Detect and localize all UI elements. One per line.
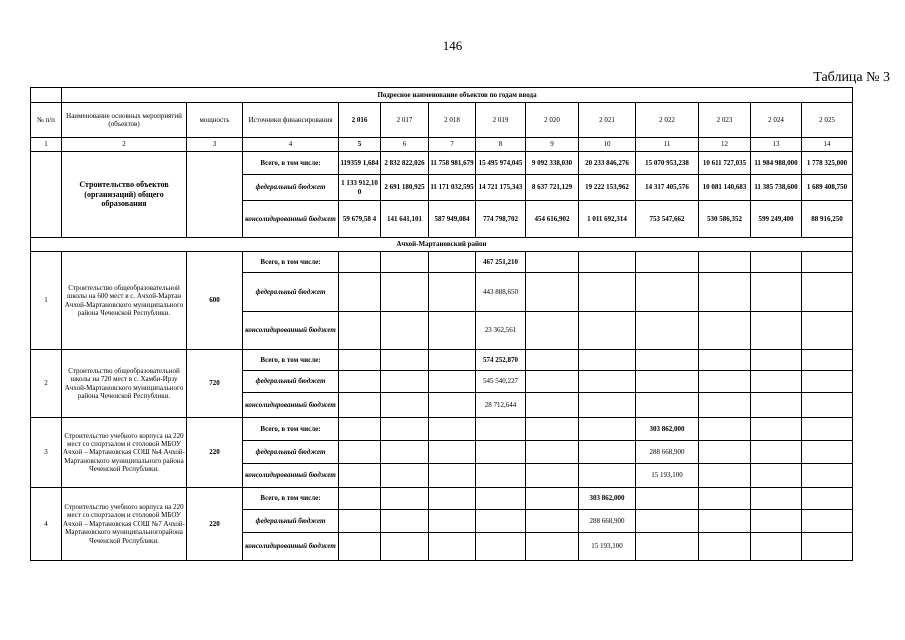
value-cell bbox=[339, 488, 381, 510]
value-cell: 28 712,644 bbox=[476, 393, 526, 418]
value-cell bbox=[339, 441, 381, 464]
financing-source: Всего, в том числе: bbox=[243, 488, 339, 510]
value-cell bbox=[699, 464, 751, 488]
value-cell: 288 668,900 bbox=[579, 510, 636, 533]
value-cell: 11 385 738,600 bbox=[751, 175, 802, 201]
header-year: 2 022 bbox=[636, 103, 699, 138]
value-cell bbox=[699, 350, 751, 371]
header-year: 2 016 bbox=[339, 103, 381, 138]
value-cell: 303 862,000 bbox=[636, 418, 699, 441]
financing-source: консолидированный бюджет bbox=[243, 393, 339, 418]
value-cell: 11 171 032,595 bbox=[429, 175, 476, 201]
value-cell: 10 081 140,683 bbox=[699, 175, 751, 201]
value-cell bbox=[339, 418, 381, 441]
value-cell bbox=[636, 393, 699, 418]
value-cell bbox=[636, 252, 699, 273]
value-cell bbox=[751, 488, 802, 510]
header-year: 2 018 bbox=[429, 103, 476, 138]
capacity: 220 bbox=[187, 488, 243, 561]
value-cell bbox=[429, 510, 476, 533]
value-cell bbox=[429, 273, 476, 312]
value-cell bbox=[802, 441, 853, 464]
project-num: 2 bbox=[31, 350, 62, 418]
value-cell: 774 798,702 bbox=[476, 201, 526, 238]
value-cell bbox=[476, 488, 526, 510]
value-cell bbox=[339, 350, 381, 371]
value-cell bbox=[429, 464, 476, 488]
value-cell: 545 540,227 bbox=[476, 371, 526, 393]
value-cell: 1 011 692,314 bbox=[579, 201, 636, 238]
value-cell bbox=[636, 350, 699, 371]
value-cell bbox=[526, 312, 579, 350]
financing-source: Всего, в том числе: bbox=[243, 350, 339, 371]
col-number: 8 bbox=[476, 138, 526, 152]
value-cell bbox=[526, 441, 579, 464]
section-title: Ачхой-Мартановский район bbox=[31, 238, 853, 252]
value-cell bbox=[751, 464, 802, 488]
summary-row bbox=[31, 152, 853, 175]
value-cell: 59 679,58 4 bbox=[339, 201, 381, 238]
value-cell bbox=[579, 350, 636, 371]
header-year: 2 023 bbox=[699, 103, 751, 138]
value-cell bbox=[636, 510, 699, 533]
value-cell bbox=[381, 350, 429, 371]
value-cell bbox=[699, 371, 751, 393]
value-cell bbox=[579, 464, 636, 488]
project-name: Строительство общеобразовательной школы на 600 мест в с. Ачхой-Мартан Ачхой-Мартановского муниципального района Чеченской Республики. bbox=[62, 252, 187, 350]
value-cell bbox=[699, 252, 751, 273]
summary-num bbox=[31, 152, 62, 238]
capacity: 720 bbox=[187, 350, 243, 418]
table-body bbox=[31, 88, 853, 561]
value-cell bbox=[526, 393, 579, 418]
value-cell bbox=[751, 441, 802, 464]
value-cell bbox=[476, 441, 526, 464]
project-num: 4 bbox=[31, 488, 62, 561]
value-cell bbox=[802, 350, 853, 371]
header-spacer bbox=[31, 88, 62, 103]
col-number: 2 bbox=[62, 138, 187, 152]
col-number: 7 bbox=[429, 138, 476, 152]
value-cell bbox=[381, 371, 429, 393]
col-number: 5 bbox=[339, 138, 381, 152]
col-number: 1 bbox=[31, 138, 62, 152]
value-cell: 303 862,000 bbox=[579, 488, 636, 510]
value-cell bbox=[699, 533, 751, 561]
value-cell: 11 758 981,679 bbox=[429, 152, 476, 175]
value-cell: 15 193,100 bbox=[579, 533, 636, 561]
value-cell: 11 984 988,000 bbox=[751, 152, 802, 175]
col-number: 6 bbox=[381, 138, 429, 152]
header-name: Наименование основных мероприятий (объектов) bbox=[62, 103, 187, 138]
value-cell bbox=[339, 510, 381, 533]
header-year: 2 021 bbox=[579, 103, 636, 138]
header-year: 2 025 bbox=[802, 103, 853, 138]
value-cell bbox=[751, 252, 802, 273]
value-cell bbox=[339, 533, 381, 561]
value-cell: 530 586,352 bbox=[699, 201, 751, 238]
value-cell: 574 252,870 bbox=[476, 350, 526, 371]
financing-source: федеральный бюджет bbox=[243, 441, 339, 464]
value-cell bbox=[339, 273, 381, 312]
value-cell: 141 641,101 bbox=[381, 201, 429, 238]
value-cell bbox=[802, 252, 853, 273]
value-cell bbox=[429, 533, 476, 561]
value-cell bbox=[802, 464, 853, 488]
value-cell bbox=[751, 371, 802, 393]
project-num: 3 bbox=[31, 418, 62, 488]
value-cell: 753 547,662 bbox=[636, 201, 699, 238]
value-cell bbox=[636, 312, 699, 350]
value-cell bbox=[381, 273, 429, 312]
value-cell bbox=[579, 418, 636, 441]
value-cell: 288 668,900 bbox=[636, 441, 699, 464]
col-number: 11 bbox=[636, 138, 699, 152]
col-number: 3 bbox=[187, 138, 243, 152]
financing-source: федеральный бюджет bbox=[243, 175, 339, 201]
value-cell bbox=[751, 273, 802, 312]
header-year: 2 024 bbox=[751, 103, 802, 138]
value-cell bbox=[636, 371, 699, 393]
value-cell: 1 689 408,750 bbox=[802, 175, 853, 201]
value-cell bbox=[751, 350, 802, 371]
value-cell: 15 193,100 bbox=[636, 464, 699, 488]
value-cell bbox=[579, 273, 636, 312]
value-cell bbox=[699, 418, 751, 441]
value-cell: 10 611 727,035 bbox=[699, 152, 751, 175]
header-capacity: мощность bbox=[187, 103, 243, 138]
value-cell bbox=[429, 393, 476, 418]
col-number: 4 bbox=[243, 138, 339, 152]
value-cell bbox=[339, 464, 381, 488]
value-cell bbox=[339, 393, 381, 418]
value-cell bbox=[802, 273, 853, 312]
value-cell: 443 888,650 bbox=[476, 273, 526, 312]
project-row bbox=[31, 252, 853, 273]
financing-table bbox=[30, 87, 853, 561]
value-cell bbox=[526, 418, 579, 441]
value-cell bbox=[339, 252, 381, 273]
value-cell bbox=[699, 488, 751, 510]
value-cell: 599 249,400 bbox=[751, 201, 802, 238]
header-source: Источники финансирования bbox=[243, 103, 339, 138]
value-cell bbox=[381, 533, 429, 561]
value-cell: 23 362,561 bbox=[476, 312, 526, 350]
value-cell bbox=[802, 393, 853, 418]
value-cell bbox=[381, 464, 429, 488]
value-cell bbox=[381, 393, 429, 418]
value-cell bbox=[381, 510, 429, 533]
value-cell bbox=[579, 371, 636, 393]
value-cell bbox=[339, 312, 381, 350]
value-cell bbox=[802, 312, 853, 350]
value-cell bbox=[526, 533, 579, 561]
value-cell bbox=[802, 488, 853, 510]
value-cell bbox=[751, 312, 802, 350]
value-cell: 15 495 974,045 bbox=[476, 152, 526, 175]
value-cell bbox=[579, 393, 636, 418]
page-number: 146 bbox=[442, 38, 463, 53]
value-cell bbox=[802, 371, 853, 393]
group-header-row bbox=[31, 88, 853, 103]
value-cell bbox=[751, 418, 802, 441]
value-cell bbox=[476, 510, 526, 533]
value-cell bbox=[526, 488, 579, 510]
value-cell bbox=[381, 418, 429, 441]
value-cell: 119359 1,684 bbox=[339, 152, 381, 175]
value-cell bbox=[699, 273, 751, 312]
project-name: Строительство учебного корпуса на 220 мест со спортзалом и столовой МБОУ Ачхой – Мартановская СОШ №4 Ачхой-Мартановского муниципального района Чеченской Республики. bbox=[62, 418, 187, 488]
project-name: Строительство учебного корпуса на 220 мест со спортзалом и столовой МБОУ Ачхой – Мартановская СОШ №7 Ачхой-Мартановского муниципальногорайона Чеченской Республики. bbox=[62, 488, 187, 561]
value-cell bbox=[429, 350, 476, 371]
value-cell bbox=[429, 488, 476, 510]
value-cell bbox=[699, 510, 751, 533]
summary-name: Строительство объектов (организаций) общего образования bbox=[62, 152, 187, 238]
financing-source: консолидированный бюджет bbox=[243, 533, 339, 561]
value-cell bbox=[699, 312, 751, 350]
value-cell bbox=[381, 488, 429, 510]
value-cell bbox=[699, 441, 751, 464]
project-row bbox=[31, 418, 853, 441]
financing-source: федеральный бюджет bbox=[243, 371, 339, 393]
value-cell: 1 133 912,10 0 bbox=[339, 175, 381, 201]
value-cell bbox=[476, 418, 526, 441]
section-row bbox=[31, 238, 853, 252]
value-cell: 14 721 175,343 bbox=[476, 175, 526, 201]
project-row bbox=[31, 350, 853, 371]
value-cell bbox=[381, 441, 429, 464]
value-cell bbox=[636, 488, 699, 510]
col-number: 13 bbox=[751, 138, 802, 152]
financing-source: консолидированный бюджет bbox=[243, 464, 339, 488]
financing-source: Всего, в том числе: bbox=[243, 152, 339, 175]
project-name: Строительство общеобразовательной школы на 720 мест в с. Хамби-Ирзу Ачхой-Мартановского муниципального района Чеченской Республики. bbox=[62, 350, 187, 418]
column-number-row bbox=[31, 138, 853, 152]
value-cell: 2 691 180,925 bbox=[381, 175, 429, 201]
capacity: 600 bbox=[187, 252, 243, 350]
col-number: 12 bbox=[699, 138, 751, 152]
value-cell: 15 070 953,238 bbox=[636, 152, 699, 175]
value-cell bbox=[429, 371, 476, 393]
value-cell: 1 778 325,000 bbox=[802, 152, 853, 175]
header-row bbox=[31, 103, 853, 138]
value-cell bbox=[751, 533, 802, 561]
capacity bbox=[187, 152, 243, 238]
value-cell bbox=[526, 273, 579, 312]
header-year: 2 020 bbox=[526, 103, 579, 138]
value-cell bbox=[526, 464, 579, 488]
value-cell bbox=[476, 533, 526, 561]
value-cell bbox=[579, 441, 636, 464]
value-cell bbox=[751, 393, 802, 418]
project-row bbox=[31, 488, 853, 510]
financing-source: федеральный бюджет bbox=[243, 510, 339, 533]
financing-source: консолидированный бюджет bbox=[243, 201, 339, 238]
value-cell bbox=[579, 312, 636, 350]
value-cell: 20 233 846,276 bbox=[579, 152, 636, 175]
value-cell bbox=[526, 371, 579, 393]
value-cell bbox=[579, 252, 636, 273]
value-cell bbox=[526, 510, 579, 533]
value-cell bbox=[381, 252, 429, 273]
value-cell: 19 222 153,962 bbox=[579, 175, 636, 201]
value-cell bbox=[699, 393, 751, 418]
value-cell: 8 637 721,129 bbox=[526, 175, 579, 201]
value-cell: 2 832 822,026 bbox=[381, 152, 429, 175]
capacity: 220 bbox=[187, 418, 243, 488]
financing-source: консолидированный бюджет bbox=[243, 312, 339, 350]
value-cell bbox=[339, 371, 381, 393]
value-cell bbox=[429, 418, 476, 441]
value-cell: 454 616,902 bbox=[526, 201, 579, 238]
project-num: 1 bbox=[31, 252, 62, 350]
value-cell bbox=[802, 533, 853, 561]
value-cell: 467 251,210 bbox=[476, 252, 526, 273]
value-cell bbox=[429, 312, 476, 350]
value-cell bbox=[526, 350, 579, 371]
financing-source: Всего, в том числе: bbox=[243, 252, 339, 273]
value-cell: 88 916,250 bbox=[802, 201, 853, 238]
col-number: 14 bbox=[802, 138, 853, 152]
header-year: 2 019 bbox=[476, 103, 526, 138]
header-year: 2 017 bbox=[381, 103, 429, 138]
value-cell: 587 949,084 bbox=[429, 201, 476, 238]
table-caption: Таблица № 3 bbox=[813, 70, 890, 85]
value-cell bbox=[636, 273, 699, 312]
value-cell bbox=[751, 510, 802, 533]
financing-source: Всего, в том числе: bbox=[243, 418, 339, 441]
group-header: Подресное наименование объектов по годам ввода bbox=[62, 88, 853, 103]
value-cell bbox=[636, 533, 699, 561]
value-cell bbox=[802, 418, 853, 441]
value-cell bbox=[526, 252, 579, 273]
value-cell bbox=[802, 510, 853, 533]
value-cell bbox=[429, 441, 476, 464]
col-number: 10 bbox=[579, 138, 636, 152]
value-cell bbox=[429, 252, 476, 273]
header-num: № п/п bbox=[31, 103, 62, 138]
value-cell bbox=[476, 464, 526, 488]
value-cell bbox=[381, 312, 429, 350]
value-cell: 14 317 405,576 bbox=[636, 175, 699, 201]
value-cell: 9 092 338,030 bbox=[526, 152, 579, 175]
financing-source: федеральный бюджет bbox=[243, 273, 339, 312]
col-number: 9 bbox=[526, 138, 579, 152]
